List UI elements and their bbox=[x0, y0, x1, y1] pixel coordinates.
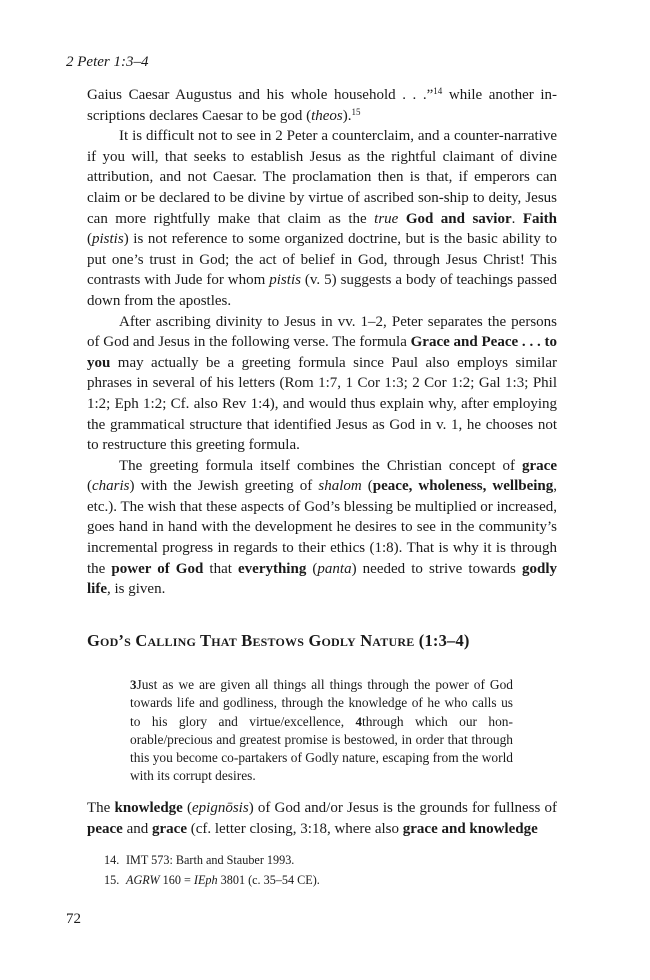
text-run: . bbox=[511, 210, 523, 227]
text-run: , is given. bbox=[107, 581, 166, 598]
text-run: , etc.). The wish that these aspects of God’s blessing be multiplied or increased, goes hand in hand with the development he desires to see in the community’s incremental progress in regards to their ethics (1:8). That is why it is through the bbox=[87, 478, 558, 577]
italic-term: charis bbox=[92, 478, 130, 495]
italic-term: epignōsis bbox=[192, 800, 249, 816]
bold-term: peace, wholeness, wellbeing bbox=[372, 478, 554, 495]
bold-term: godly life bbox=[87, 560, 558, 598]
verse-number-3: 3 bbox=[130, 677, 137, 692]
footnote-text: 160 = bbox=[159, 873, 194, 887]
bold-term: grace bbox=[522, 457, 557, 474]
footnote-ref-14: 14 bbox=[433, 86, 443, 96]
running-head: 2 Peter 1:3–4 bbox=[66, 54, 149, 70]
section-heading: God’s Calling That Bestows Godly Nature (1:3–4) bbox=[87, 631, 470, 650]
italic-term: AGRW bbox=[126, 873, 160, 887]
text-run: The greeting formula itself combines the Christian concept of bbox=[119, 457, 523, 474]
footnote-number: 15. bbox=[104, 873, 120, 887]
paragraph-3 bbox=[87, 312, 557, 456]
footnotes bbox=[104, 850, 554, 890]
text-run: and bbox=[122, 820, 152, 837]
text-run: ) of God and/or Jesus is the grounds for fullness of bbox=[248, 800, 558, 816]
italic-term: pistis bbox=[92, 231, 124, 248]
main-text bbox=[87, 85, 557, 600]
text-run bbox=[398, 211, 405, 227]
paragraph-2 bbox=[87, 126, 557, 311]
bold-term: power of God bbox=[111, 560, 204, 577]
bold-term: everything bbox=[238, 560, 307, 577]
text-run: may actually be a greeting formula since Paul also employs similar phrases in several of his letters (Rom 1:7, 1 Cor 1:3; 2 Cor 1:2; Gal 1:3; Phil 1:2; Eph 1:2; Cf. also Rev 1:4), and would thus explain why, after employing the grammatical structure that identified Jesus as God in v. 1, he chooses not to restructure this greeting formula. bbox=[87, 354, 557, 454]
bold-term: Grace and Peace . . . to you bbox=[87, 334, 557, 371]
text-run: ( bbox=[306, 560, 318, 577]
text-run: ) needed to strive towards bbox=[351, 560, 522, 577]
italic-term: theos bbox=[311, 107, 343, 124]
paragraph-5 bbox=[87, 798, 557, 839]
footnote-text: IMT 573: Barth and Stauber 1993. bbox=[126, 853, 295, 867]
bold-term: grace bbox=[152, 820, 187, 837]
footnote-15 bbox=[104, 870, 554, 890]
text-run: that bbox=[203, 560, 238, 577]
main-text-continued bbox=[87, 798, 557, 839]
paragraph-1 bbox=[87, 85, 557, 126]
footnote-number: 14. bbox=[104, 853, 120, 867]
italic-term: panta bbox=[317, 560, 352, 577]
bold-term: Faith bbox=[522, 210, 557, 227]
text-run: ) is not reference to some organized doctrine, but is the basic ability to put one’s trust in God; the act of belief in God, through Jesus Christ! This contrasts with Jude for whom bbox=[87, 231, 557, 289]
text-run: (cf. letter closing, 3:18, where also bbox=[186, 820, 403, 837]
text-run: After ascribing divinity to Jesus in vv. 1–2, Peter separates the persons of God and Jesus in the following verse. The formula bbox=[87, 313, 557, 351]
text-run: ). bbox=[342, 107, 352, 124]
italic-term: shalom bbox=[318, 478, 362, 495]
bold-term: God and savior bbox=[405, 210, 512, 227]
text-run: ( bbox=[182, 800, 193, 816]
text-run: Just as we are given all things all things through the power of God towards life and godliness, through the knowledge of he who calls us to his glory and virtue/excellence, bbox=[130, 677, 513, 729]
text-run: It is difficult not to see in 2 Peter a counterclaim, and a counter-narrative if you will, that seeks to establish Jesus as the rightful claimant of divine attribution, and not Caesar. The proclamation then is that, if emperors can claim or be declared to be divine by virtue of ascribed son-ship to deity, Jesus can more rightfully make that claim as the bbox=[87, 128, 557, 227]
footnote-14 bbox=[104, 850, 554, 870]
bold-term: peace bbox=[87, 820, 123, 837]
italic-term: IEph bbox=[193, 873, 218, 887]
paragraph-4 bbox=[87, 456, 557, 600]
footnote-ref-15: 15 bbox=[351, 106, 361, 117]
bold-term: grace and knowledge bbox=[402, 820, 538, 837]
text-run: ( bbox=[87, 231, 92, 248]
bold-term: knowledge bbox=[114, 800, 183, 816]
footnote-text: 3801 (c. 35–54 CE). bbox=[217, 873, 320, 887]
scripture-block-quote bbox=[130, 676, 513, 786]
text-run: ( bbox=[87, 478, 92, 495]
page-number: 72 bbox=[66, 911, 81, 927]
text-run: while another inscriptions declares Caesar to be god ( bbox=[87, 87, 557, 124]
text-run: The bbox=[87, 800, 115, 816]
text-run: Gaius Caesar Augustus and his whole household . . .” bbox=[87, 87, 434, 103]
text-run: (v. 5) suggests a body of teachings passed down from the apostles. bbox=[87, 272, 557, 309]
text-run: through which our honorable/precious and greatest promise is bestowed, in order that through this you become co-partakers of Godly nature, escaping from the world with its corrupt desires. bbox=[130, 713, 513, 784]
text-run: ) with the Jewish greeting of bbox=[129, 478, 319, 495]
italic-term: true bbox=[374, 210, 399, 227]
verse-number-4: 4 bbox=[355, 713, 362, 729]
italic-term: pistis bbox=[269, 272, 301, 289]
text-run: ( bbox=[361, 478, 373, 495]
